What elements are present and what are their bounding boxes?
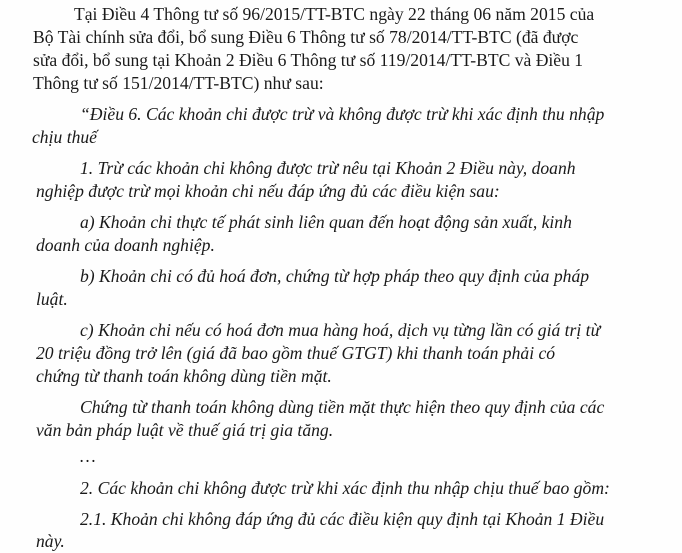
clause-1-line-1: 1. Trừ các khoản chi không được trừ nêu tại Khoản 2 Điều này, doanh (80, 158, 576, 178)
clause-2-1-line-2: này. (36, 531, 65, 551)
item-a-line-1: a) Khoản chi thực tế phát sinh liên quan đến hoạt động sản xuất, kinh (80, 212, 572, 232)
item-c-line-1: c) Khoản chi nếu có hoá đơn mua hàng hoá, dịch vụ từng lần có giá trị từ (80, 320, 601, 340)
intro-line-4: Thông tư số 151/2014/TT-BTC) như sau: (33, 73, 324, 93)
intro-line-3: sửa đổi, bổ sung tại Khoản 2 Điều 6 Thông tư số 119/2014/TT-BTC và Điều 1 (33, 50, 584, 70)
article-heading-line-2: chịu thuế (32, 127, 97, 147)
intro-line-2: Bộ Tài chính sửa đổi, bổ sung Điều 6 Thông tư số 78/2014/TT-BTC (đã được (33, 27, 579, 47)
clause-2-1-line-1: 2.1. Khoản chi không đáp ứng đủ các điều kiện quy định tại Khoản 1 Điều (80, 509, 605, 529)
ellipsis: … (80, 446, 96, 466)
non-cash-line-1: Chứng từ thanh toán không dùng tiền mặt thực hiện theo quy định của các (80, 397, 605, 417)
clause-1-line-2: nghiệp được trừ mọi khoản chi nếu đáp ứng đủ các điều kiện sau: (36, 181, 500, 201)
item-c-line-2: 20 triệu đồng trở lên (giá đã bao gồm thuế GTGT) khi thanh toán phải có (36, 343, 556, 363)
article-heading-line-1: “Điều 6. Các khoản chi được trừ và không được trừ khi xác định thu nhập (80, 104, 605, 124)
non-cash-line-2: văn bản pháp luật về thuế giá trị gia tăng. (36, 420, 334, 440)
clause-2-line-1: 2. Các khoản chi không được trừ khi xác định thu nhập chịu thuế bao gồm: (80, 478, 610, 498)
item-b-line-1: b) Khoản chi có đủ hoá đơn, chứng từ hợp pháp theo quy định của pháp (80, 266, 590, 286)
item-c-line-3: chứng từ thanh toán không dùng tiền mặt. (36, 366, 332, 386)
item-b-line-2: luật. (36, 289, 68, 309)
item-a-line-2: doanh của doanh nghiệp. (36, 235, 215, 255)
intro-line-1: Tại Điều 4 Thông tư số 96/2015/TT-BTC ngày 22 tháng 06 năm 2015 của (74, 4, 595, 24)
